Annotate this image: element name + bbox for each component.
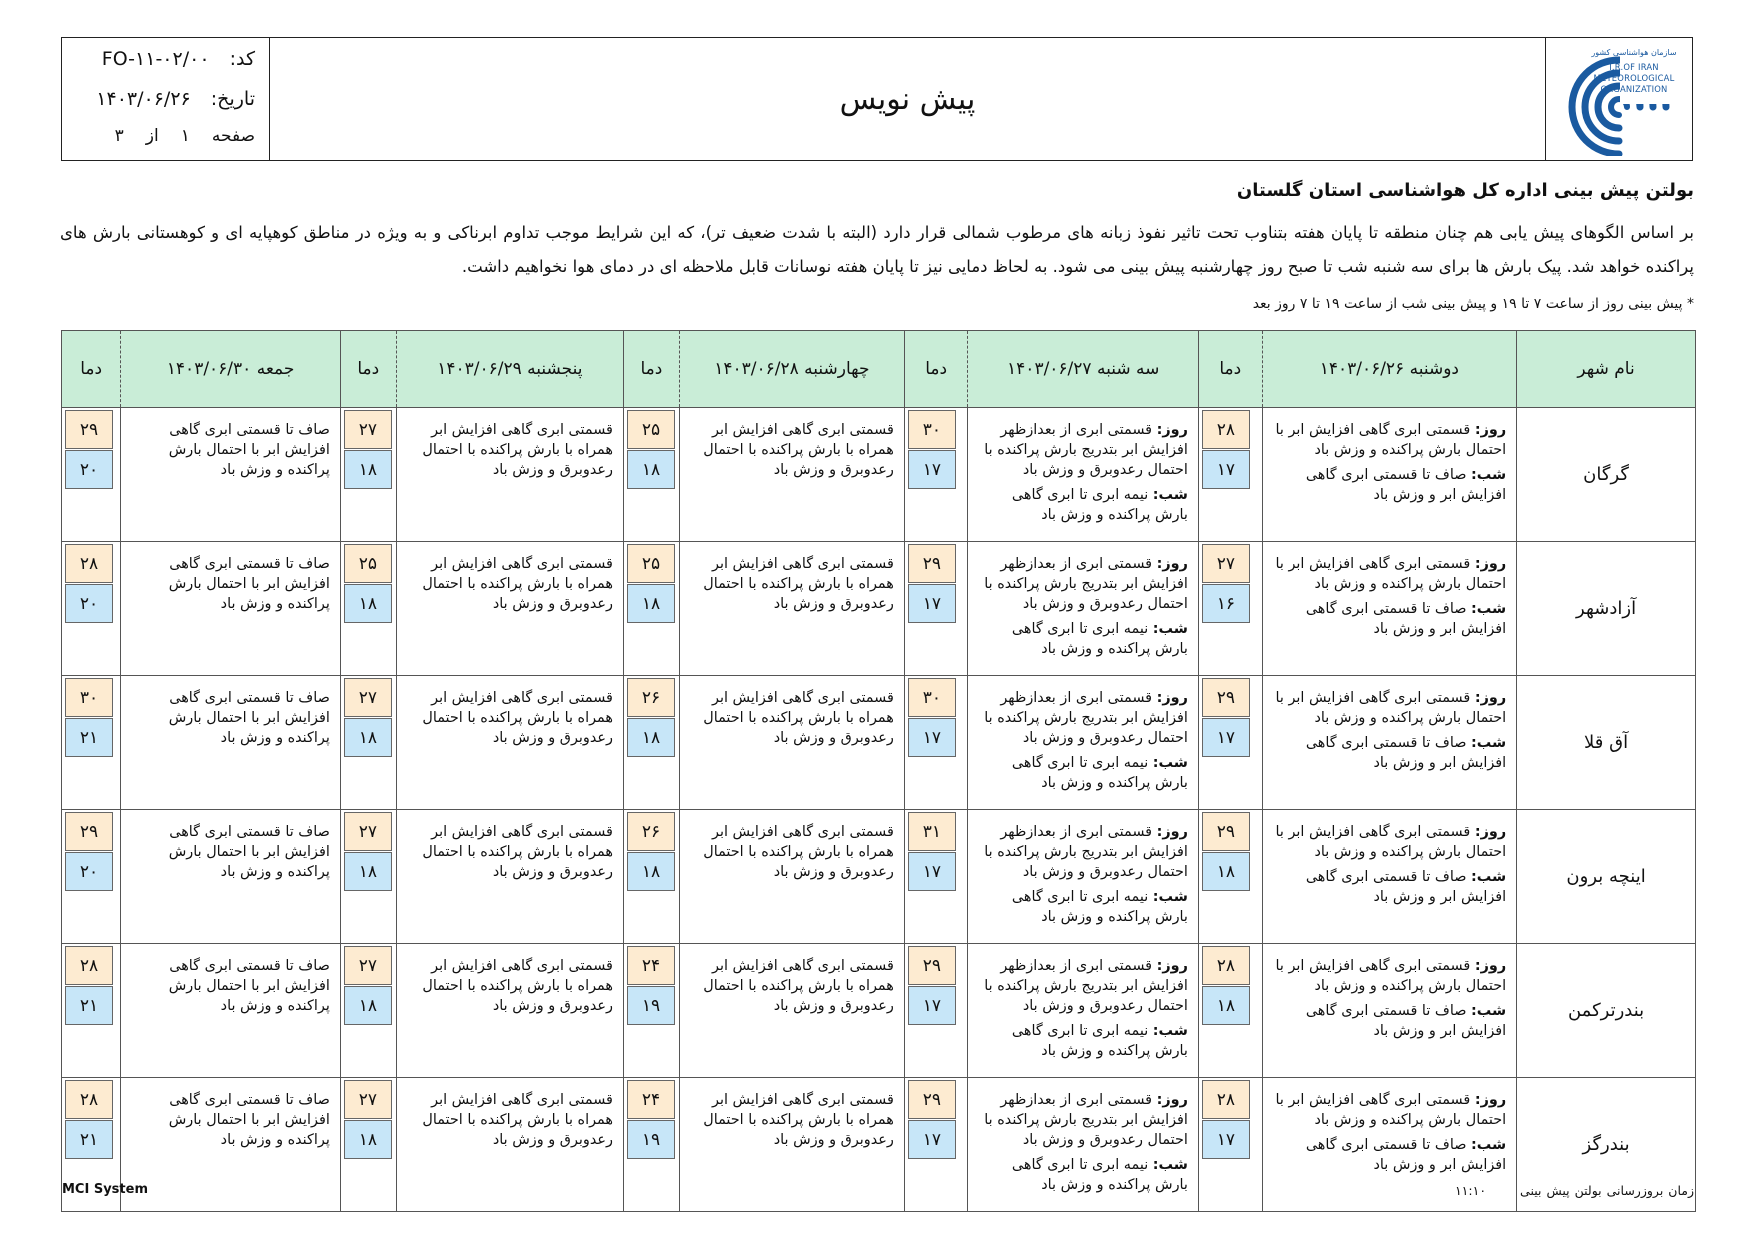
max-temp: ۳۱ bbox=[908, 812, 956, 851]
day-2-temps bbox=[904, 542, 968, 676]
day-4-forecast bbox=[396, 1078, 623, 1212]
forecast-text: قسمتی ابری گاهی افزایش ابر همراه با بارش پراکنده با احتمال رعدوبرق و وزش باد bbox=[703, 690, 894, 746]
day-label: روز: bbox=[1474, 1092, 1507, 1108]
temp-5-header: دما bbox=[62, 331, 121, 408]
max-temp: ۲۸ bbox=[65, 946, 113, 985]
day-4-forecast bbox=[396, 542, 623, 676]
min-temp: ۱۸ bbox=[344, 584, 392, 623]
forecast-text: صاف تا قسمتی ابری گاهی افزایش ابر با احتمال بارش پراکنده و وزش باد bbox=[168, 958, 330, 1014]
day-forecast-text: قسمتی ابری گاهی افزایش ابر با احتمال بارش پراکنده و وزش باد bbox=[1275, 824, 1507, 860]
night-label: شب: bbox=[1471, 467, 1507, 483]
day-label: روز: bbox=[1474, 958, 1507, 974]
max-temp: ۲۷ bbox=[344, 1080, 392, 1119]
day-label: روز: bbox=[1156, 1092, 1188, 1108]
update-time: ۱۱:۱۰ bbox=[1454, 1183, 1487, 1198]
logo-text-line-3: ORGANIZATION bbox=[1600, 84, 1668, 94]
min-temp: ۱۸ bbox=[1202, 986, 1250, 1025]
max-temp: ۳۰ bbox=[908, 678, 956, 717]
min-temp: ۱۷ bbox=[908, 852, 956, 891]
night-label: شب: bbox=[1152, 889, 1188, 905]
logo-box bbox=[1546, 38, 1692, 160]
min-temp: ۱۸ bbox=[627, 852, 675, 891]
day-5-forecast bbox=[121, 676, 340, 810]
forecast-text: صاف تا قسمتی ابری گاهی افزایش ابر با احتمال بارش پراکنده و وزش باد bbox=[168, 1092, 330, 1148]
max-temp: ۲۹ bbox=[1202, 812, 1250, 851]
day-label: روز: bbox=[1156, 824, 1188, 840]
min-temp: ۲۰ bbox=[65, 584, 113, 623]
day-1-temps bbox=[1198, 1078, 1262, 1212]
min-temp: ۱۷ bbox=[908, 1120, 956, 1159]
page-number: ۱ bbox=[180, 126, 190, 146]
day-5-forecast bbox=[121, 810, 340, 944]
day-1-temps bbox=[1198, 944, 1262, 1078]
min-temp: ۲۰ bbox=[65, 450, 113, 489]
min-temp: ۲۱ bbox=[65, 718, 113, 757]
forecast-text: قسمتی ابری گاهی افزایش ابر همراه با بارش پراکنده با احتمال رعدوبرق و وزش باد bbox=[703, 422, 894, 478]
day-1-header: دوشنبه ۱۴۰۳/۰۶/۲۶ bbox=[1262, 331, 1517, 408]
day-3-temps bbox=[623, 408, 679, 542]
max-temp: ۲۹ bbox=[65, 410, 113, 449]
max-temp: ۲۸ bbox=[1202, 410, 1250, 449]
day-1-temps bbox=[1198, 542, 1262, 676]
max-temp: ۲۹ bbox=[65, 812, 113, 851]
night-forecast-text: صاف تا قسمتی ابری گاهی افزایش ابر و وزش باد bbox=[1305, 1137, 1507, 1173]
table-row bbox=[62, 542, 1696, 676]
city-name: آزادشهر bbox=[1517, 542, 1696, 676]
day-3-forecast bbox=[679, 676, 904, 810]
forecast-text: قسمتی ابری گاهی افزایش ابر همراه با بارش پراکنده با احتمال رعدوبرق و وزش باد bbox=[703, 824, 894, 880]
max-temp: ۲۵ bbox=[344, 544, 392, 583]
day-2-temps bbox=[904, 676, 968, 810]
day-3-temps bbox=[623, 1078, 679, 1212]
day-3-forecast bbox=[679, 542, 904, 676]
update-label: زمان بروزرسانی بولتن پیش بینی bbox=[1520, 1183, 1694, 1198]
day-1-temps bbox=[1198, 408, 1262, 542]
min-temp: ۱۸ bbox=[344, 450, 392, 489]
forecast-text: قسمتی ابری گاهی افزایش ابر همراه با بارش پراکنده با احتمال رعدوبرق و وزش باد bbox=[422, 1092, 613, 1148]
update-info bbox=[1455, 1183, 1694, 1198]
day-4-forecast bbox=[396, 810, 623, 944]
min-temp: ۱۸ bbox=[344, 718, 392, 757]
day-4-temps bbox=[340, 944, 396, 1078]
system-name: MCI System bbox=[62, 1182, 148, 1197]
day-5-forecast bbox=[121, 1078, 340, 1212]
night-forecast-text: نیمه ابری تا ابری گاهی بارش پراکنده و وزش باد bbox=[1011, 889, 1188, 925]
day-2-forecast bbox=[968, 1078, 1198, 1212]
day-3-forecast bbox=[679, 944, 904, 1078]
max-temp: ۳۰ bbox=[65, 678, 113, 717]
night-forecast-text: نیمه ابری تا ابری گاهی بارش پراکنده و وزش باد bbox=[1011, 755, 1188, 791]
max-temp: ۲۷ bbox=[344, 946, 392, 985]
max-temp: ۲۷ bbox=[344, 812, 392, 851]
date-label: تاریخ: bbox=[210, 88, 255, 110]
min-temp: ۲۰ bbox=[65, 852, 113, 891]
forecast-text: قسمتی ابری گاهی افزایش ابر همراه با بارش پراکنده با احتمال رعدوبرق و وزش باد bbox=[703, 556, 894, 612]
forecast-text: قسمتی ابری گاهی افزایش ابر همراه با بارش پراکنده با احتمال رعدوبرق و وزش باد bbox=[422, 958, 613, 1014]
forecast-text: قسمتی ابری گاهی افزایش ابر همراه با بارش پراکنده با احتمال رعدوبرق و وزش باد bbox=[703, 958, 894, 1014]
day-label: روز: bbox=[1156, 958, 1188, 974]
night-forecast-text: صاف تا قسمتی ابری گاهی افزایش ابر و وزش باد bbox=[1305, 467, 1507, 503]
day-4-forecast bbox=[396, 944, 623, 1078]
page-label: صفحه bbox=[211, 126, 255, 146]
table-header-row bbox=[62, 331, 1696, 408]
day-label: روز: bbox=[1156, 422, 1188, 438]
forecast-text: قسمتی ابری گاهی افزایش ابر همراه با بارش پراکنده با احتمال رعدوبرق و وزش باد bbox=[422, 690, 613, 746]
min-temp: ۱۸ bbox=[1202, 852, 1250, 891]
max-temp: ۳۰ bbox=[908, 410, 956, 449]
day-3-temps bbox=[623, 944, 679, 1078]
max-temp: ۲۵ bbox=[627, 544, 675, 583]
day-3-forecast bbox=[679, 810, 904, 944]
day-5-forecast bbox=[121, 408, 340, 542]
page-title: پیش نویس bbox=[839, 81, 976, 117]
city-column-header: نام شهر bbox=[1517, 331, 1696, 408]
night-label: شب: bbox=[1471, 601, 1507, 617]
night-label: شب: bbox=[1471, 869, 1507, 885]
day-5-temps bbox=[62, 810, 121, 944]
max-temp: ۲۸ bbox=[1202, 946, 1250, 985]
night-forecast-text: صاف تا قسمتی ابری گاهی افزایش ابر و وزش باد bbox=[1305, 601, 1507, 637]
night-forecast-text: صاف تا قسمتی ابری گاهی افزایش ابر و وزش باد bbox=[1305, 735, 1507, 771]
table-row bbox=[62, 944, 1696, 1078]
max-temp: ۲۷ bbox=[344, 410, 392, 449]
min-temp: ۱۶ bbox=[1202, 584, 1250, 623]
city-name: آق قلا bbox=[1517, 676, 1696, 810]
day-3-forecast bbox=[679, 1078, 904, 1212]
forecast-text: قسمتی ابری گاهی افزایش ابر همراه با بارش پراکنده با احتمال رعدوبرق و وزش باد bbox=[422, 556, 613, 612]
city-name: بندرترکمن bbox=[1517, 944, 1696, 1078]
day-4-temps bbox=[340, 1078, 396, 1212]
document-code-box bbox=[62, 38, 270, 160]
logo-text-en bbox=[1586, 62, 1682, 95]
max-temp: ۲۹ bbox=[908, 1080, 956, 1119]
day-forecast-text: قسمتی ابری گاهی افزایش ابر با احتمال بارش پراکنده و وزش باد bbox=[1275, 556, 1507, 592]
night-label: شب: bbox=[1471, 735, 1507, 751]
min-temp: ۱۹ bbox=[627, 986, 675, 1025]
day-3-temps bbox=[623, 542, 679, 676]
day-1-forecast bbox=[1262, 944, 1517, 1078]
code-value: FO-۱۱-۰۲/۰۰ bbox=[101, 48, 210, 70]
forecast-text: قسمتی ابری گاهی افزایش ابر همراه با بارش پراکنده با احتمال رعدوبرق و وزش باد bbox=[703, 1092, 894, 1148]
night-label: شب: bbox=[1152, 1157, 1188, 1173]
date-value: ۱۴۰۳/۰۶/۲۶ bbox=[96, 88, 191, 110]
night-forecast-text: نیمه ابری تا ابری گاهی بارش پراکنده و وزش باد bbox=[1011, 487, 1188, 523]
day-3-temps bbox=[623, 810, 679, 944]
document-header bbox=[61, 37, 1693, 161]
day-5-forecast bbox=[121, 944, 340, 1078]
day-4-temps bbox=[340, 408, 396, 542]
max-temp: ۲۶ bbox=[627, 812, 675, 851]
day-label: روز: bbox=[1474, 824, 1507, 840]
day-2-forecast bbox=[968, 676, 1198, 810]
day-forecast-text: قسمتی ابری گاهی افزایش ابر با احتمال بارش پراکنده و وزش باد bbox=[1275, 958, 1507, 994]
day-forecast-text: قسمتی ابری از بعدازظهر افزایش ابر بتدریج بارش پراکنده با احتمال رعدوبرق و وزش باد bbox=[984, 690, 1188, 746]
max-temp: ۲۹ bbox=[1202, 678, 1250, 717]
day-1-forecast bbox=[1262, 676, 1517, 810]
day-forecast-text: قسمتی ابری از بعدازظهر افزایش ابر بتدریج بارش پراکنده با احتمال رعدوبرق و وزش باد bbox=[984, 958, 1188, 1014]
max-temp: ۲۸ bbox=[1202, 1080, 1250, 1119]
min-temp: ۱۸ bbox=[344, 1120, 392, 1159]
max-temp: ۲۴ bbox=[627, 1080, 675, 1119]
page-number-line bbox=[93, 126, 255, 146]
day-5-temps bbox=[62, 542, 121, 676]
city-name: بندرگز bbox=[1517, 1078, 1696, 1212]
forecast-text: صاف تا قسمتی ابری گاهی افزایش ابر با احتمال بارش پراکنده و وزش باد bbox=[168, 824, 330, 880]
temp-1-header: دما bbox=[1198, 331, 1262, 408]
bulletin-body: بر اساس الگوهای پیش یابی هم چنان منطقه تا پایان هفته بتناوب تحت تاثیر نفوذ زبانه های مرطوب شمالی قرار دارد (البته با شدت ضعیف تر)، که این شرایط موجب تداوم ابرناکی و به ویژه در مناطق کوهپایه ای و کوهستانی بارش های پراکنده خواهد شد. پیک بارش ها برای سه شنبه شب تا صبح روز چهارشنبه پیش بینی می شود. به لحاظ دمایی نیز تا پایان هفته نوسانات قابل ملاحظه ای در دمای هوا نخواهیم داشت. bbox=[60, 223, 1694, 276]
code-label: کد: bbox=[229, 48, 255, 70]
night-label: شب: bbox=[1152, 621, 1188, 637]
day-forecast-text: قسمتی ابری از بعدازظهر افزایش ابر بتدریج بارش پراکنده با احتمال رعدوبرق و وزش باد bbox=[984, 422, 1188, 478]
night-label: شب: bbox=[1471, 1137, 1507, 1153]
day-2-forecast bbox=[968, 944, 1198, 1078]
min-temp: ۱۷ bbox=[908, 450, 956, 489]
day-2-header: سه شنبه ۱۴۰۳/۰۶/۲۷ bbox=[968, 331, 1198, 408]
day-2-forecast bbox=[968, 542, 1198, 676]
day-3-temps bbox=[623, 676, 679, 810]
night-label: شب: bbox=[1152, 487, 1188, 503]
night-forecast-text: صاف تا قسمتی ابری گاهی افزایش ابر و وزش باد bbox=[1305, 1003, 1507, 1039]
code-line bbox=[102, 48, 255, 70]
max-temp: ۲۸ bbox=[65, 1080, 113, 1119]
day-2-temps bbox=[904, 1078, 968, 1212]
max-temp: ۲۴ bbox=[627, 946, 675, 985]
max-temp: ۲۹ bbox=[908, 946, 956, 985]
day-forecast-text: قسمتی ابری گاهی افزایش ابر با احتمال بارش پراکنده و وزش باد bbox=[1275, 690, 1507, 726]
min-temp: ۱۷ bbox=[908, 584, 956, 623]
table-row bbox=[62, 676, 1696, 810]
min-temp: ۱۷ bbox=[1202, 718, 1250, 757]
day-5-temps bbox=[62, 408, 121, 542]
night-forecast-text: صاف تا قسمتی ابری گاهی افزایش ابر و وزش باد bbox=[1305, 869, 1507, 905]
day-2-temps bbox=[904, 408, 968, 542]
min-temp: ۱۹ bbox=[627, 1120, 675, 1159]
max-temp: ۲۸ bbox=[65, 544, 113, 583]
max-temp: ۲۷ bbox=[344, 678, 392, 717]
day-label: روز: bbox=[1156, 690, 1188, 706]
night-label: شب: bbox=[1471, 1003, 1507, 1019]
day-forecast-text: قسمتی ابری گاهی افزایش ابر با احتمال بارش پراکنده و وزش باد bbox=[1275, 422, 1507, 458]
temp-3-header: دما bbox=[623, 331, 679, 408]
day-4-forecast bbox=[396, 408, 623, 542]
max-temp: ۲۵ bbox=[627, 410, 675, 449]
min-temp: ۱۸ bbox=[344, 852, 392, 891]
min-temp: ۱۸ bbox=[627, 584, 675, 623]
day-forecast-text: قسمتی ابری از بعدازظهر افزایش ابر بتدریج بارش پراکنده با احتمال رعدوبرق و وزش باد bbox=[984, 824, 1188, 880]
table-row bbox=[62, 1078, 1696, 1212]
day-3-header: چهارشنبه ۱۴۰۳/۰۶/۲۸ bbox=[679, 331, 904, 408]
logo-text-line-1: I.R.OF IRAN bbox=[1609, 62, 1659, 72]
min-temp: ۱۸ bbox=[344, 986, 392, 1025]
forecast-text: صاف تا قسمتی ابری گاهی افزایش ابر با احتمال بارش پراکنده و وزش باد bbox=[168, 690, 330, 746]
title-box bbox=[270, 38, 1546, 160]
day-forecast-text: قسمتی ابری از بعدازظهر افزایش ابر بتدریج بارش پراکنده با احتمال رعدوبرق و وزش باد bbox=[984, 1092, 1188, 1148]
table-row bbox=[62, 810, 1696, 944]
night-label: شب: bbox=[1152, 1023, 1188, 1039]
night-forecast-text: نیمه ابری تا ابری گاهی بارش پراکنده و وزش باد bbox=[1011, 1157, 1188, 1193]
day-forecast-text: قسمتی ابری از بعدازظهر افزایش ابر بتدریج بارش پراکنده با احتمال رعدوبرق و وزش باد bbox=[984, 556, 1188, 612]
day-1-forecast bbox=[1262, 408, 1517, 542]
day-1-temps bbox=[1198, 810, 1262, 944]
forecast-text: قسمتی ابری گاهی افزایش ابر همراه با بارش پراکنده با احتمال رعدوبرق و وزش باد bbox=[422, 824, 613, 880]
day-2-temps bbox=[904, 944, 968, 1078]
temp-2-header: دما bbox=[904, 331, 968, 408]
day-5-forecast bbox=[121, 542, 340, 676]
day-4-temps bbox=[340, 542, 396, 676]
page-of: از bbox=[145, 126, 159, 146]
day-2-temps bbox=[904, 810, 968, 944]
day-label: روز: bbox=[1474, 556, 1507, 572]
day-4-temps bbox=[340, 810, 396, 944]
page-total: ۳ bbox=[114, 126, 124, 146]
day-1-temps bbox=[1198, 676, 1262, 810]
night-forecast-text: نیمه ابری تا ابری گاهی بارش پراکنده و وزش باد bbox=[1011, 1023, 1188, 1059]
day-4-header: پنجشنبه ۱۴۰۳/۰۶/۲۹ bbox=[396, 331, 623, 408]
day-forecast-text: قسمتی ابری گاهی افزایش ابر با احتمال بارش پراکنده و وزش باد bbox=[1275, 1092, 1507, 1128]
day-4-forecast bbox=[396, 676, 623, 810]
day-1-forecast bbox=[1262, 542, 1517, 676]
city-name: گرگان bbox=[1517, 408, 1696, 542]
min-temp: ۱۸ bbox=[627, 718, 675, 757]
min-temp: ۲۱ bbox=[65, 1120, 113, 1159]
city-name: اینچه برون bbox=[1517, 810, 1696, 944]
min-temp: ۱۷ bbox=[908, 718, 956, 757]
min-temp: ۱۸ bbox=[627, 450, 675, 489]
forecast-table-body bbox=[62, 408, 1696, 1212]
day-1-forecast bbox=[1262, 810, 1517, 944]
forecast-text: صاف تا قسمتی ابری گاهی افزایش ابر با احتمال بارش پراکنده و وزش باد bbox=[168, 422, 330, 478]
day-label: روز: bbox=[1474, 422, 1507, 438]
day-5-temps bbox=[62, 676, 121, 810]
day-2-forecast bbox=[968, 408, 1198, 542]
min-temp: ۱۷ bbox=[1202, 1120, 1250, 1159]
day-label: روز: bbox=[1474, 690, 1507, 706]
forecast-time-note: * پیش بینی روز از ساعت ۷ تا ۱۹ و پیش بینی شب از ساعت ۱۹ تا ۷ روز بعد bbox=[1252, 296, 1694, 312]
day-5-temps bbox=[62, 944, 121, 1078]
min-temp: ۱۷ bbox=[1202, 450, 1250, 489]
max-temp: ۲۶ bbox=[627, 678, 675, 717]
temp-4-header: دما bbox=[340, 331, 396, 408]
max-temp: ۲۹ bbox=[908, 544, 956, 583]
date-line bbox=[96, 88, 255, 110]
day-2-forecast bbox=[968, 810, 1198, 944]
logo-text-fa: سازمان هواشناسی کشور bbox=[1591, 48, 1677, 57]
bulletin-title: بولتن پیش بینی اداره کل هواشناسی استان گلستان bbox=[1236, 180, 1694, 201]
logo-text-line-2: METEOROLOGICAL bbox=[1593, 73, 1675, 83]
table-row bbox=[62, 408, 1696, 542]
day-5-header: جمعه ۱۴۰۳/۰۶/۳۰ bbox=[121, 331, 340, 408]
forecast-text: قسمتی ابری گاهی افزایش ابر همراه با بارش پراکنده با احتمال رعدوبرق و وزش باد bbox=[422, 422, 613, 478]
min-temp: ۱۷ bbox=[908, 986, 956, 1025]
night-label: شب: bbox=[1152, 755, 1188, 771]
min-temp: ۲۱ bbox=[65, 986, 113, 1025]
max-temp: ۲۷ bbox=[1202, 544, 1250, 583]
day-3-forecast bbox=[679, 408, 904, 542]
forecast-text: صاف تا قسمتی ابری گاهی افزایش ابر با احتمال بارش پراکنده و وزش باد bbox=[168, 556, 330, 612]
day-label: روز: bbox=[1156, 556, 1188, 572]
forecast-table bbox=[61, 330, 1696, 1212]
night-forecast-text: نیمه ابری تا ابری گاهی بارش پراکنده و وزش باد bbox=[1011, 621, 1188, 657]
day-4-temps bbox=[340, 676, 396, 810]
